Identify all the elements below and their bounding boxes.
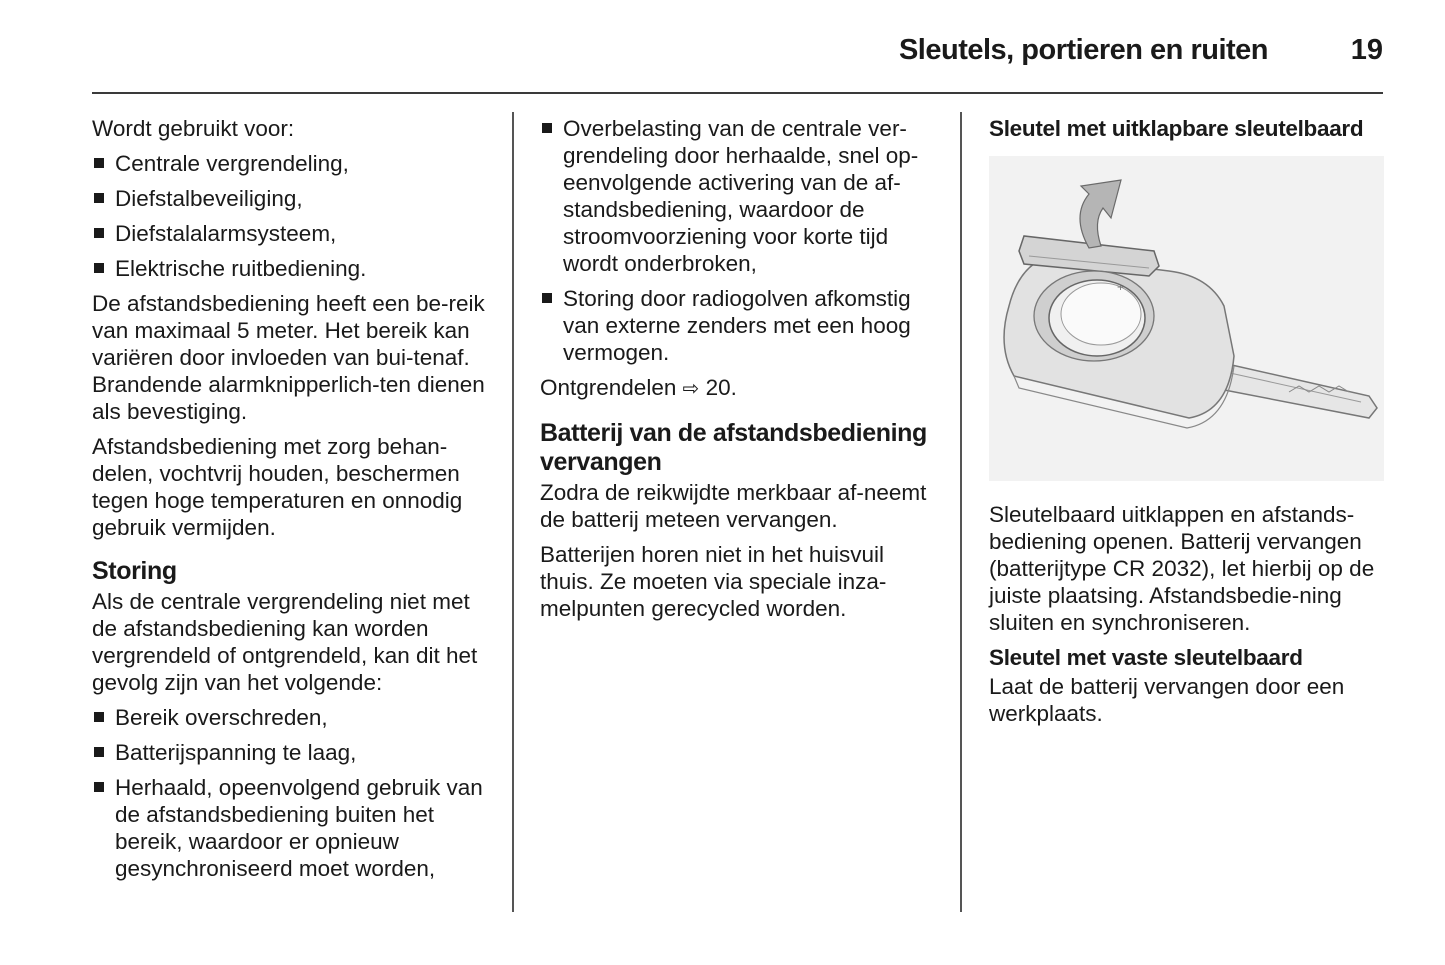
column-2 [540,115,942,630]
list-item: Elektrische ruitbediening. [92,255,492,282]
column-1 [92,115,492,890]
page-reference-arrow-icon: ⇨ [682,378,700,400]
column-divider [960,112,962,912]
range-paragraph: De afstandsbediening heeft een be-reik van maximaal 5 meter. Het bereik kan variëren door invloeden van bui-tenaf. Brandende alarmknipperlich-ten dienen als bevestiging. [92,291,485,424]
uses-intro: Wordt gebruikt voor: [92,116,295,141]
column-3 [989,115,1384,735]
causes-list-continued [540,115,942,366]
foldkey-illustration [989,156,1384,481]
fixedkey-heading: Sleutel met vaste sleutelbaard [989,645,1303,670]
battery-heading: Batterij van de afstandsbediening vervangen [540,419,927,476]
list-item: Overbelasting van de centrale ver-grendeling door herhaalde, snel op-eenvolgende activering van de af-standsbediening, waardoor de stroomvoorziening voor korte tijd wordt onderbroken, [540,115,942,277]
unlock-reference-label: Ontgrendelen [540,375,677,400]
fixedkey-paragraph: Laat de batterij vervangen door een werkplaats. [989,674,1345,726]
column-divider [512,112,514,912]
storing-paragraph: Als de centrale vergrendeling niet met de afstandsbediening kan worden vergrendeld of ontgrendeld, kan dit het gevolg zijn van het volgende: [92,589,478,695]
unlock-reference-page: 20. [705,375,737,400]
foldkey-paragraph: Sleutelbaard uitklappen en afstands-bediening openen. Batterij vervangen (batterijtype CR 2032), let hierbij op de juiste plaatsing. Afstandsbedie-ning sluiten en synchroniseren. [989,502,1375,635]
causes-list [92,704,492,882]
list-item: Bereik overschreden, [92,704,492,731]
storing-heading: Storing [92,557,177,585]
list-item: Diefstalalarmsysteem, [92,220,492,247]
list-item: Centrale vergrendeling, [92,150,492,177]
list-item: Storing door radiogolven afkomstig van externe zenders met een hoog vermogen. [540,285,942,366]
list-item: Herhaald, opeenvolgend gebruik van de afstandsbediening buiten het bereik, waardoor er opnieuw gesynchroniseerd moet worden, [92,774,492,882]
foldkey-heading: Sleutel met uitklapbare sleutelbaard [989,116,1364,141]
page-header [92,28,1383,94]
list-item: Batterijspanning te laag, [92,739,492,766]
svg-text:+: + [1117,280,1125,294]
key-battery-illustration [989,156,1384,481]
page-number: 19 [1350,34,1383,66]
unlock-reference [540,374,942,403]
list-item: Diefstalbeveiliging, [92,185,492,212]
uses-list [92,150,492,282]
battery-paragraph-1: Zodra de reikwijdte merkbaar af-neemt de batterij meteen vervangen. [540,480,927,532]
care-paragraph: Afstandsbediening met zorg behan-delen, vochtvrij houden, beschermen tegen hoge temperaturen en onnodig gebruik vermijden. [92,434,463,540]
chapter-title: Sleutels, portieren en ruiten [898,34,1268,66]
battery-paragraph-2: Batterijen horen niet in het huisvuil thuis. Ze moeten via speciale inza-melpunten gerecycled worden. [540,542,887,621]
